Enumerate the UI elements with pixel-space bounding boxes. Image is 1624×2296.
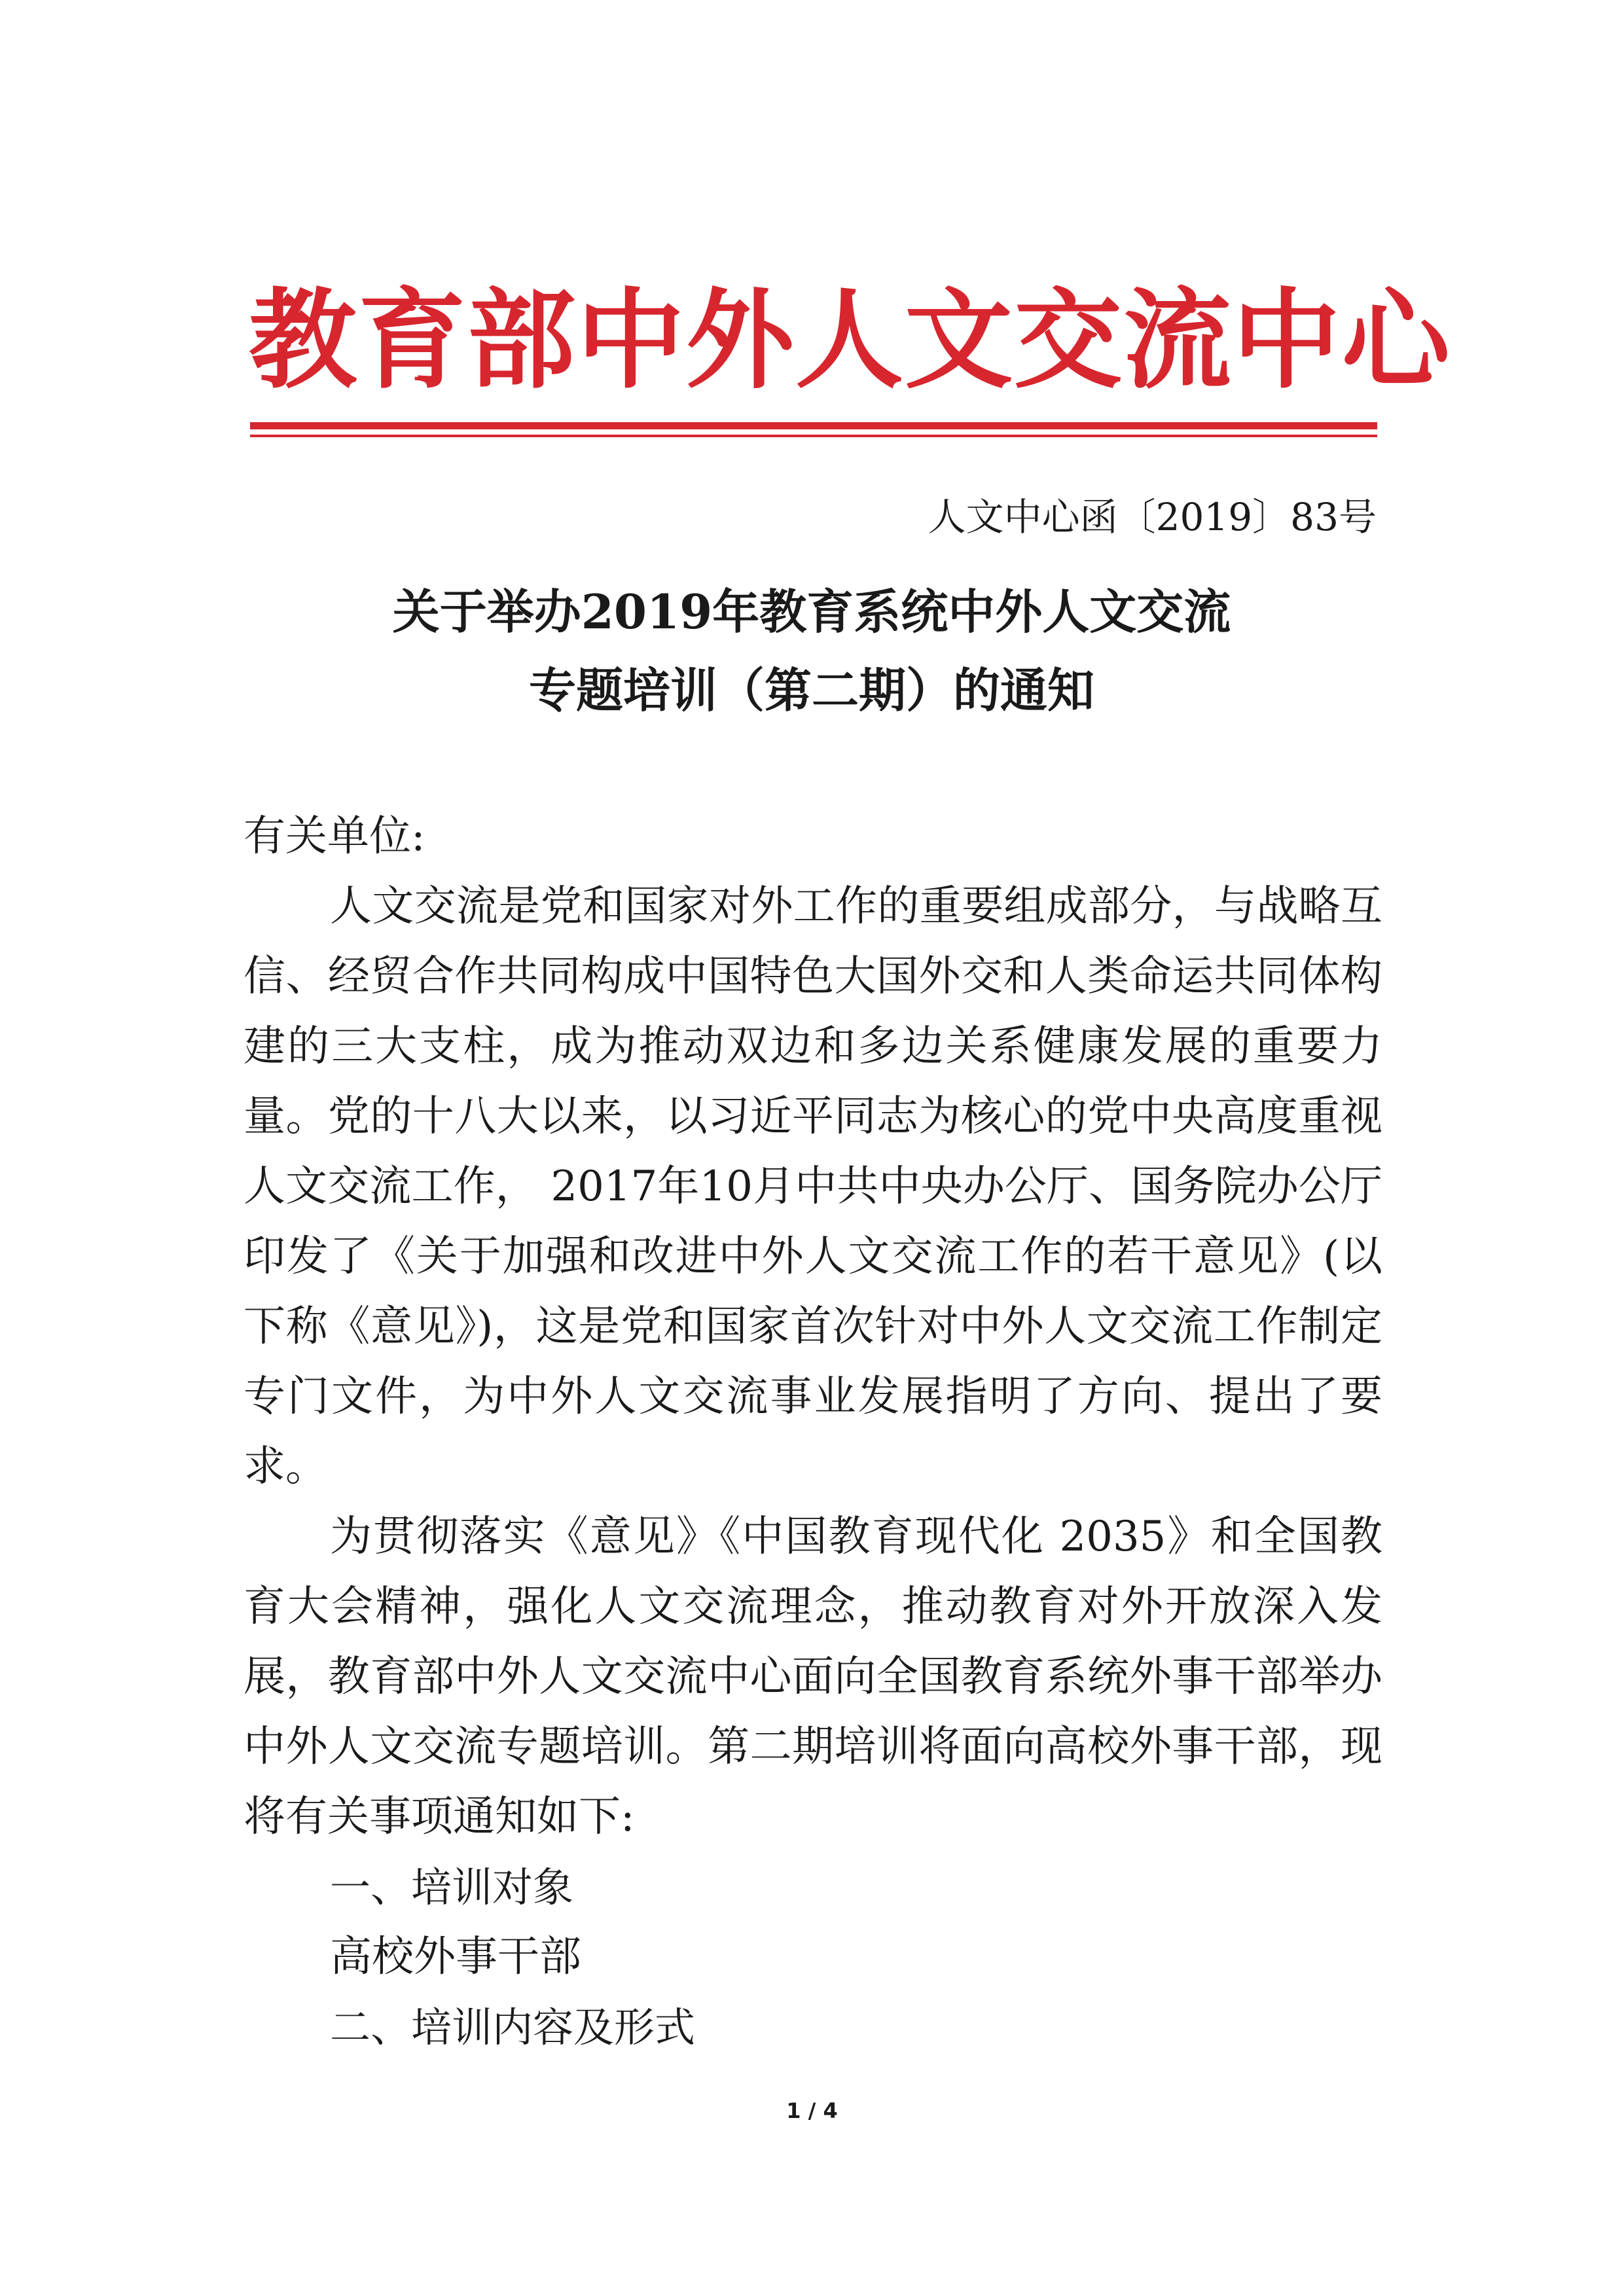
section-2-heading: 二、培训内容及形式 [330, 2003, 696, 2051]
letterhead-rule-thick [250, 422, 1377, 429]
section-1-heading: 一、培训对象 [330, 1863, 574, 1911]
document-title-line-1: 关于举办2019年教育系统中外人文交流 [392, 584, 1231, 639]
salutation: 有关单位: [244, 812, 425, 861]
section-1-text: 高校外事干部 [330, 1933, 581, 1981]
page-number: 1 / 4 [786, 2098, 838, 2123]
paragraph-1: 人文交流是党和国家对外工作的重要组成部分，与战略互信、经贸合作共同构成中国特色大国外交和人类命运共同体构建的三大支柱，成为推动双边和多边关系健康发展的重要力量。党的十八大以来，以习近平同志为核心的党中央高度重视人文交流工作， 2017年10月中共中央办公厅、国务院办公厅印发了《关于加强和改进中外人文交流工作的若干意见》(以下称《意见》)，这是党和国家首次针对中外人文交流工作制定专门文件，为中外人文交流事业发展指明了方向、提出了要求。 [244, 882, 1382, 1491]
document-body [244, 802, 1382, 2062]
document-number: 人文中心函〔2019〕83号 [928, 495, 1377, 539]
letterhead-rule-thin [250, 435, 1377, 437]
document-title-line-2: 专题培训（第二期）的通知 [528, 662, 1094, 718]
paragraph-2: 为贯彻落实《意见》《中国教育现代化 2035》和全国教育大会精神，强化人文交流理念，推动教育对外开放深入发展，教育部中外人文交流中心面向全国教育系统外事干部举办中外人文交流专题培训。第二期培训将面向高校外事干部，现将有关事项通知如下: [244, 1513, 1382, 1841]
letterhead-org-name: 教育部中外人文交流中心 [249, 278, 1451, 403]
